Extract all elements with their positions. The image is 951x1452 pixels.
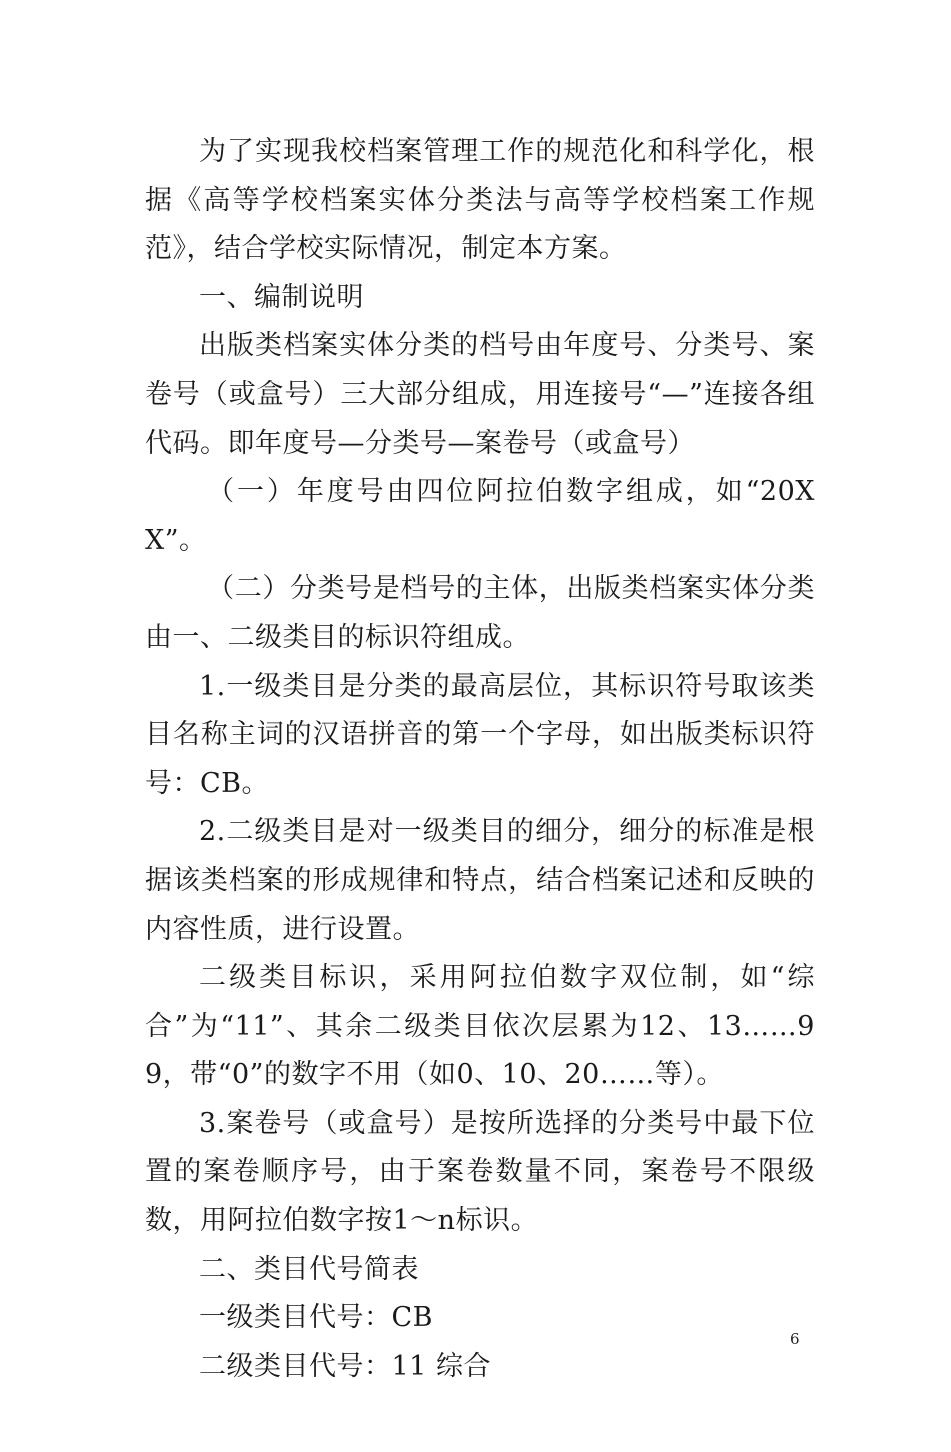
second-level-category-paragraph: 2.二级类目是对一级类目的细分，细分的标准是根据该类档案的形成规律和特点，结合档案记述和反映的内容性质，进行设置。 (145, 816, 815, 945)
section-heading-1: 一、编制说明 (199, 281, 364, 313)
first-level-category-paragraph: 1.一级类目是分类的最高层位，其标识符号取该类目名称主词的汉语拼音的第一个字母，如出版类标识符号：CB。 (145, 670, 815, 799)
year-number-paragraph: （一）年度号由四位阿拉伯数字组成，如“20XX”。 (145, 476, 815, 556)
document-body (145, 128, 815, 1391)
intro-paragraph: 为了实现我校档案管理工作的规范化和科学化，根据《高等学校档案实体分类法与高等学校档案工作规范》，结合学校实际情况，制定本方案。 (145, 136, 815, 265)
classification-number-paragraph: （二）分类号是档号的主体，出版类档案实体分类由一、二级类目的标识符组成。 (145, 573, 815, 653)
second-level-identifier-paragraph: 二级类目标识，采用阿拉伯数字双位制，如“综合”为“11”、其余二级类目依次层累为12、13……99，带“0”的数字不用（如0、10、20……等）。 (145, 962, 815, 1091)
section-heading-2: 二、类目代号简表 (199, 1253, 419, 1285)
file-number-paragraph: 3.案卷号（或盒号）是按所选择的分类号中最下位置的案卷顺序号，由于案卷数量不同，案卷号不限级数，用阿拉伯数字按1～n标识。 (145, 1107, 815, 1237)
second-level-code-line: 二级类目代号：11 综合 (199, 1350, 491, 1382)
page-number: 6 (790, 1330, 800, 1348)
archive-number-paragraph: 出版类档案实体分类的档号由年度号、分类号、案卷号（或盒号）三大部分组成，用连接号“—”连接各组代码。即年度号—分类号—案卷号（或盒号） (145, 330, 815, 459)
first-level-code-line: 一级类目代号：CB (199, 1302, 433, 1334)
